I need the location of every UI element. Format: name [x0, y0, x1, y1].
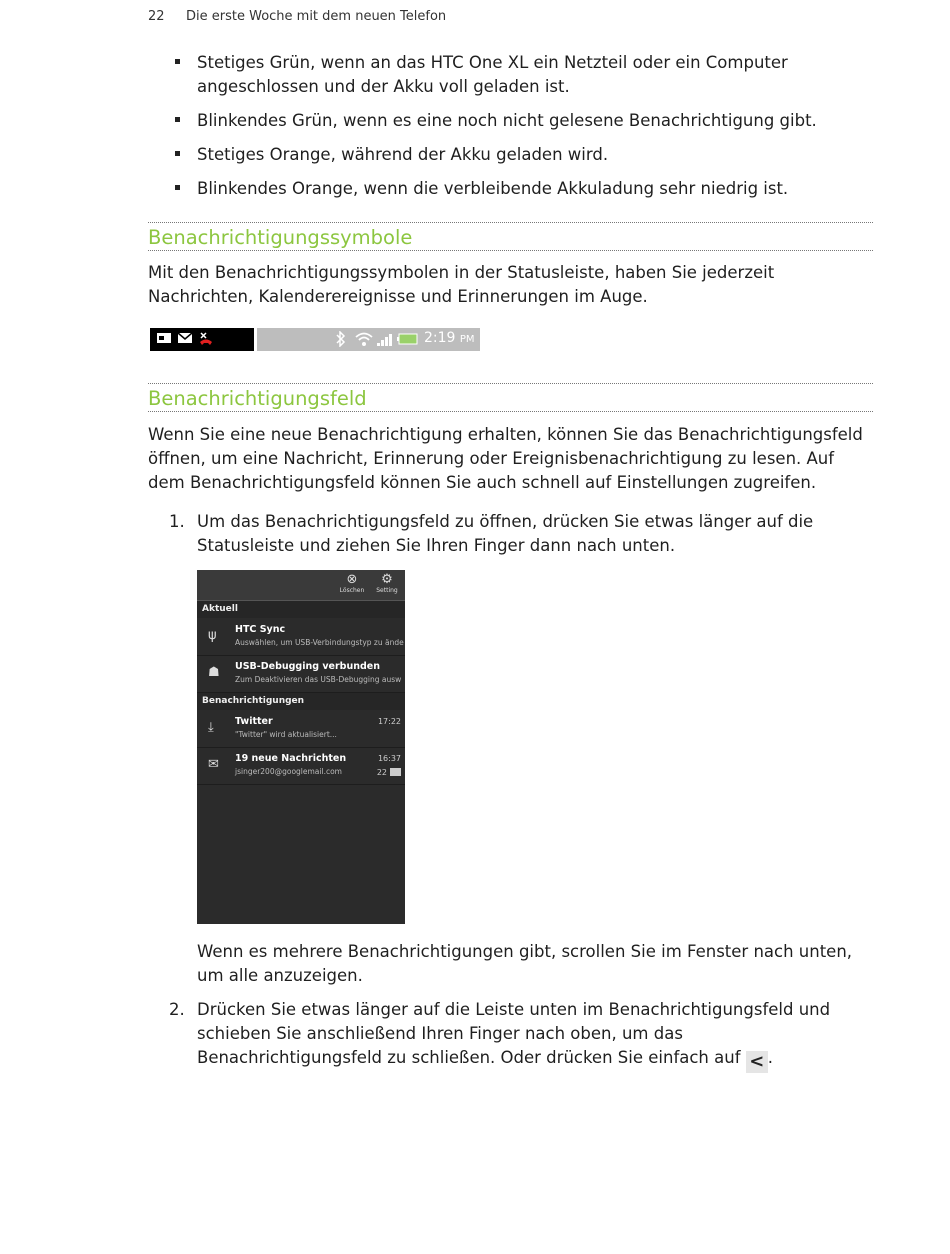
step-1-note: Wenn es mehrere Benachrichtigungen gibt, scrollen Sie im Fenster nach unten, um alle anzuzeigen. — [197, 942, 853, 985]
status-bar-system — [257, 328, 480, 351]
mail-icon: ✉ — [208, 757, 219, 772]
list-item: ψ HTC Sync Auswählen, um USB-Verbindungstyp zu ände — [197, 619, 405, 656]
list-item: ⤓ Twitter "Twitter" wird aktualisiert... 17:22 — [197, 711, 405, 748]
status-bar-notifications — [150, 328, 254, 351]
signal-icon — [376, 331, 394, 347]
list-item: ✉ 19 neue Nachrichten jsinger200@googlemail.com 16:37 22 — [197, 748, 405, 785]
section-title-panel: Benachrichtigungsfeld — [148, 383, 873, 412]
section-current: Aktuell — [197, 601, 405, 618]
settings-button: ⚙ Setting — [372, 573, 402, 594]
list-item: Stetiges Grün, wenn an das HTC One XL ein Netzteil oder ein Computer angeschlossen und der Akku voll geladen ist. — [148, 51, 873, 99]
android-icon: ☗ — [208, 665, 220, 680]
list-item: ☗ USB-Debugging verbunden Zum Deaktivieren das USB-Debugging ausw — [197, 656, 405, 693]
mail-icon — [177, 331, 193, 345]
section-notifications: Benachrichtigungen — [197, 693, 405, 710]
clear-button: ⊗ Löschen — [337, 573, 367, 594]
status-bar-image — [150, 328, 480, 351]
bullet-list — [148, 51, 873, 211]
battery-icon — [397, 331, 419, 347]
notification-panel-screenshot — [197, 570, 405, 924]
clear-icon: ⊗ — [346, 572, 358, 587]
download-icon: ⤓ — [208, 720, 214, 735]
section-title-symbols: Benachrichtigungssymbole — [148, 222, 873, 251]
usb-icon: ψ — [208, 628, 217, 643]
list-item: Stetiges Orange, während der Akku geladen wird. — [148, 143, 873, 167]
list-item: Blinkendes Grün, wenn es eine noch nicht gelesene Benachrichtigung gibt. — [148, 109, 873, 133]
step-text: Drücken Sie etwas länger auf die Leiste unten im Benachrichtigungsfeld und schieben Sie anschließend Ihren Finger nach oben, um das Benachrichtigungsfeld zu schließen. Oder drücken Sie einfach auf < . — [197, 1000, 831, 1072]
gear-icon: ⚙ — [381, 572, 393, 587]
step-number: 1. — [169, 512, 185, 531]
panel-top-bar — [197, 570, 405, 601]
page-number: 22 — [148, 9, 165, 24]
mail-icon — [390, 768, 401, 776]
chapter-title: Die erste Woche mit dem neuen Telefon — [186, 9, 447, 24]
step-text: Um das Benachrichtigungsfeld zu öffnen, drücken Sie etwas länger auf die Statusleiste und ziehen Sie Ihren Finger dann nach unten. — [197, 512, 814, 555]
page-header — [148, 9, 446, 24]
status-bar-time: 2:19 PM — [424, 330, 475, 346]
section-symbols-text: Mit den Benachrichtigungssymbolen in der Statusleiste, haben Sie jederzeit Nachrichten, Kalenderereignisse und Erinnerungen im Auge. — [148, 263, 775, 306]
wifi-icon — [354, 331, 374, 347]
missed-call-icon — [198, 331, 214, 347]
step-number: 2. — [169, 1000, 185, 1019]
back-icon: < — [746, 1051, 768, 1073]
message-icon — [156, 331, 172, 345]
list-item: Blinkendes Orange, wenn die verbleibende Akkuladung sehr niedrig ist. — [148, 177, 873, 201]
section-panel-text: Wenn Sie eine neue Benachrichtigung erhalten, können Sie das Benachrichtigungsfeld öffnen, um eine Nachricht, Erinnerung oder Ereignisbenachrichtigung zu lesen. Auf dem Benachrichtigungsfeld können Sie auch schnell auf Einstellungen zugreifen. — [148, 425, 863, 492]
bluetooth-icon — [335, 331, 347, 347]
